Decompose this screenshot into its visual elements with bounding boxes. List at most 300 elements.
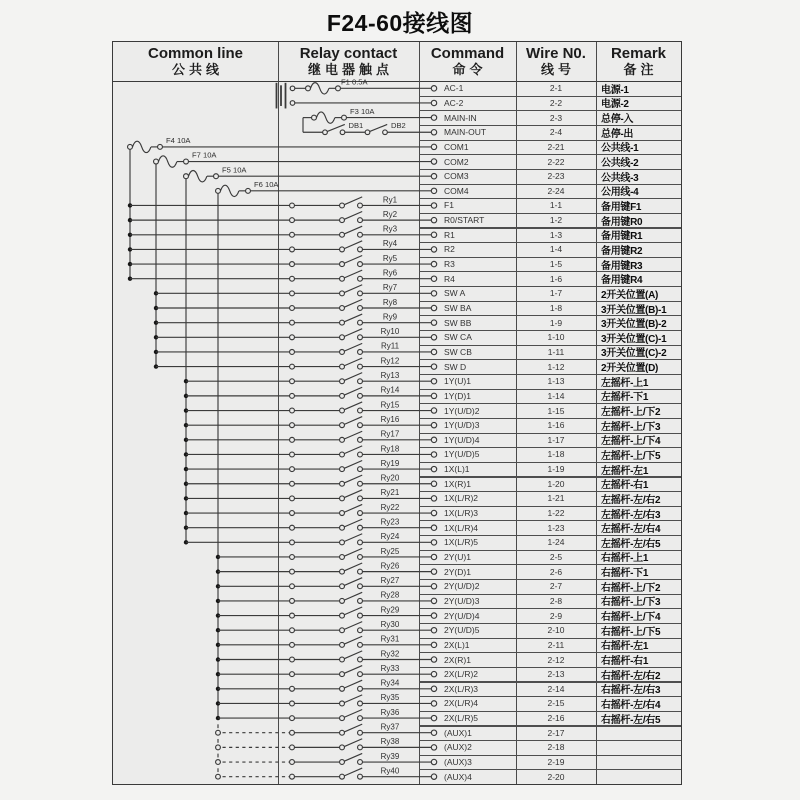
junction-dot [184, 540, 188, 544]
relay-name-label: Ry4 [382, 239, 398, 249]
contact-pivot [358, 672, 363, 677]
page-title: F24-60接线图 [326, 10, 474, 36]
wire-no-cell: 1-5 [549, 259, 563, 270]
remark-cell: 左摇杆-左/右4 [601, 524, 661, 536]
column-header-common-line [113, 42, 278, 81]
command-terminal [431, 305, 436, 310]
fuse-terminal [342, 115, 347, 120]
remark-cell: 左摇杆-右1 [601, 480, 649, 492]
fuse-terminal [184, 159, 189, 164]
column-divider [278, 42, 279, 784]
wire-no-cell: 1-21 [547, 493, 565, 504]
relay-name-label: Ry13 [380, 371, 400, 381]
wire-no-cell: 1-16 [547, 420, 565, 431]
schematic-label: F4 10A [166, 136, 191, 146]
contact-terminal [290, 730, 295, 735]
relay-name-label: Ry32 [380, 649, 400, 659]
contact-pivot [340, 437, 345, 442]
contact-blade [344, 563, 362, 571]
command-cell: 1X(L/R)4 [444, 522, 479, 533]
relay-name-label: Ry8 [382, 297, 398, 307]
wire-no-cell: 2-4 [549, 127, 563, 138]
remark-cell: 电源-1 [601, 84, 629, 96]
wire-no-cell: 1-8 [549, 303, 563, 313]
switch-blade [327, 124, 345, 131]
switch-blade [370, 124, 388, 131]
contact-pivot [340, 672, 345, 677]
contact-blade [344, 724, 362, 732]
contact-blade [344, 402, 362, 410]
contact-terminal [290, 525, 295, 530]
contact-pivot [340, 262, 345, 267]
contact-blade [344, 548, 362, 556]
remark-cell: 左摇杆-上/下3 [601, 421, 661, 433]
wire-no-cell: 1-19 [547, 464, 565, 475]
contact-pivot [358, 393, 363, 398]
contact-terminal [290, 569, 295, 574]
contact-terminal [290, 393, 295, 398]
contact-blade [344, 768, 362, 776]
contact-terminal [290, 774, 295, 779]
contact-pivot [358, 745, 363, 750]
wire-no-cell: 2-9 [549, 610, 563, 621]
remark-cell: 左摇杆-左/右5 [601, 538, 661, 550]
command-cell: R1 [444, 229, 455, 240]
fuse-terminal [214, 174, 219, 179]
command-terminal [431, 86, 436, 91]
remark-cell: 右摇杆-右1 [601, 656, 649, 668]
fuse-terminal [306, 86, 311, 91]
junction-dot [216, 687, 220, 691]
column-header-remark [596, 42, 681, 81]
command-cell: 1X(L/R)2 [444, 493, 479, 504]
contact-pivot [340, 701, 345, 706]
command-cell: AC-1 [444, 83, 464, 94]
contact-blade [344, 270, 362, 278]
command-terminal [431, 379, 436, 384]
command-terminal [431, 759, 436, 764]
contact-blade [344, 212, 362, 220]
contact-pivot [358, 306, 363, 311]
contact-terminal [290, 379, 295, 384]
command-terminal [431, 584, 436, 589]
wire-no-cell: 2-18 [547, 742, 565, 753]
contact-pivot [340, 408, 345, 413]
contact-pivot [358, 232, 363, 237]
command-cell: 2X(L/R)2 [444, 669, 479, 680]
wire-no-cell: 2-13 [547, 669, 565, 680]
column-header-wire-no [516, 42, 596, 81]
header-zh: 继电器触点 [307, 61, 393, 77]
fuse-symbol [317, 112, 335, 123]
wire-no-cell: 2-1 [549, 83, 563, 94]
contact-terminal [290, 437, 295, 442]
switch-terminal [340, 130, 345, 135]
header-zh: 备注 [623, 61, 658, 77]
junction-dot [216, 555, 220, 559]
command-terminal [431, 671, 436, 676]
command-cell: 1Y(U/D)2 [444, 405, 480, 416]
command-cell: MAIN-OUT [444, 127, 487, 138]
contact-pivot [358, 276, 363, 281]
contact-pivot [340, 716, 345, 721]
wire-no-cell: 2-10 [547, 625, 565, 636]
junction-dot [184, 496, 188, 500]
contact-pivot [358, 525, 363, 530]
contact-pivot [358, 262, 363, 267]
command-cell: 1X(L/R)5 [444, 537, 479, 548]
command-terminal [431, 510, 436, 515]
contact-pivot [340, 218, 345, 223]
contact-terminal [290, 686, 295, 691]
junction-dot [154, 320, 158, 324]
remark-cell [601, 755, 679, 770]
contact-pivot [358, 349, 363, 354]
command-terminal [431, 496, 436, 501]
contact-terminal [290, 349, 295, 354]
contact-blade [344, 592, 362, 600]
fuse-terminal [312, 115, 317, 120]
command-cell: SW BB [444, 317, 472, 328]
command-terminal [431, 144, 436, 149]
contact-pivot [340, 760, 345, 765]
command-cell: F1 [444, 200, 454, 211]
contact-pivot [358, 642, 363, 647]
relay-name-label: Ry15 [380, 400, 400, 410]
contact-pivot [358, 423, 363, 428]
contact-pivot [358, 511, 363, 516]
command-cell: 2X(L/R)4 [444, 698, 479, 709]
command-terminal [431, 364, 436, 369]
relay-name-label: Ry39 [380, 751, 400, 761]
wire-no-cell: 1-3 [549, 229, 563, 240]
wire-no-cell: 1-17 [547, 434, 565, 445]
command-cell: 1X(R)1 [444, 478, 471, 489]
contact-pivot [340, 335, 345, 340]
header-zh: 命令 [452, 61, 487, 77]
contact-blade [344, 504, 362, 512]
junction-dot [216, 657, 220, 661]
contact-blade [344, 241, 362, 249]
switch-terminal [323, 130, 328, 135]
command-terminal [431, 540, 436, 545]
contact-pivot [358, 379, 363, 384]
fuse-terminal [184, 174, 189, 179]
wire-no-cell: 2-23 [547, 171, 565, 182]
relay-name-label: Ry26 [380, 561, 400, 571]
contact-pivot [358, 555, 363, 560]
schematic-label: DB1 [348, 120, 364, 130]
command-terminal [431, 701, 436, 706]
remark-cell: 3开关位置(C)-2 [601, 348, 667, 360]
remark-cell: 左摇杆-下1 [601, 392, 649, 404]
relay-name-label: Ry14 [380, 385, 400, 395]
remark-cell: 备用键R1 [601, 231, 643, 243]
aux-terminal [216, 745, 221, 750]
command-terminal [431, 642, 436, 647]
relay-name-label: Ry6 [382, 268, 398, 278]
remark-cell: 左摇杆-左/右3 [601, 509, 661, 521]
command-cell: SW CB [444, 346, 472, 357]
contact-terminal [290, 760, 295, 765]
junction-dot [184, 467, 188, 471]
command-cell: 2X(L/R)3 [444, 683, 479, 694]
relay-name-label: Ry33 [380, 663, 400, 673]
junction-dot [128, 247, 132, 251]
relay-name-label: Ry36 [380, 707, 400, 717]
schematic-label: F5 10A [222, 165, 247, 175]
remark-cell: 公共线-2 [601, 158, 639, 170]
relay-name-label: Ry30 [380, 620, 400, 630]
junction-dot [216, 584, 220, 588]
remark-cell: 总停-入 [601, 114, 634, 126]
remark-cell: 右摇杆-左/右5 [601, 714, 661, 726]
contact-pivot [358, 613, 363, 618]
contact-pivot [340, 467, 345, 472]
contact-blade [344, 519, 362, 527]
command-terminal [431, 115, 436, 120]
command-terminal [431, 159, 436, 164]
command-terminal [431, 203, 436, 208]
junction-dot [216, 716, 220, 720]
junction-dot [154, 335, 158, 339]
fuse-terminal [246, 188, 251, 193]
remark-cell: 右摇杆-上/下4 [601, 612, 661, 624]
remark-cell: 右摇杆-下1 [601, 568, 649, 580]
contact-pivot [340, 306, 345, 311]
remark-cell: 右摇杆-上1 [601, 553, 649, 565]
remark-cell: 电源-2 [601, 99, 629, 111]
contact-pivot [340, 730, 345, 735]
remark-cell: 右摇杆-上/下5 [601, 626, 661, 638]
wire-no-cell: 2-21 [547, 141, 565, 152]
wire-no-cell: 2-17 [547, 727, 565, 738]
relay-name-label: Ry2 [382, 209, 398, 219]
remark-cell: 左摇杆-上/下2 [601, 407, 661, 419]
junction-dot [184, 379, 188, 383]
contact-terminal [290, 320, 295, 325]
junction-dot [128, 277, 132, 281]
fuse-symbol [311, 83, 329, 94]
contact-pivot [358, 247, 363, 252]
contact-pivot [358, 760, 363, 765]
wire-no-cell: 2-22 [547, 156, 565, 167]
contact-terminal [290, 701, 295, 706]
relay-name-label: Ry35 [380, 693, 400, 703]
command-cell: 2Y(D)1 [444, 566, 471, 577]
contact-blade [344, 651, 362, 659]
command-terminal [431, 130, 436, 135]
contact-pivot [340, 481, 345, 486]
command-cell: 2X(L)1 [444, 639, 470, 650]
contact-terminal [290, 247, 295, 252]
wire-no-cell: 2-24 [547, 185, 565, 196]
command-cell: 1Y(U/D)3 [444, 420, 480, 431]
command-terminal [431, 232, 436, 237]
junction-dot [154, 306, 158, 310]
transformer-terminal [290, 101, 295, 106]
relay-name-label: Ry21 [380, 488, 400, 498]
relay-name-label: Ry38 [380, 737, 400, 747]
contact-pivot [358, 774, 363, 779]
command-cell: SW BA [444, 303, 472, 313]
contact-pivot [358, 291, 363, 296]
contact-pivot [340, 276, 345, 281]
remark-cell: 2开关位置(D) [601, 363, 659, 375]
contact-terminal [290, 364, 295, 369]
junction-dot [184, 408, 188, 412]
wire-no-cell: 1-14 [547, 390, 565, 401]
contact-terminal [290, 423, 295, 428]
schematic-label: F6 10A [254, 180, 279, 190]
contact-pivot [340, 657, 345, 662]
contact-pivot [340, 203, 345, 208]
wire-no-cell: 2-3 [549, 112, 563, 123]
command-terminal [431, 686, 436, 691]
contact-terminal [290, 452, 295, 457]
contact-terminal [290, 511, 295, 516]
junction-dot [184, 438, 188, 442]
command-terminal [431, 349, 436, 354]
junction-dot [216, 599, 220, 603]
contact-pivot [358, 686, 363, 691]
contact-blade [344, 578, 362, 586]
command-terminal [431, 335, 436, 340]
wire-no-cell: 2-19 [547, 757, 565, 768]
contact-pivot [340, 525, 345, 530]
contact-terminal [290, 598, 295, 603]
junction-dot [216, 672, 220, 676]
remark-cell: 2开关位置(A) [601, 289, 659, 301]
command-cell: R2 [444, 244, 455, 255]
schematic-label: F3 10A [350, 106, 375, 116]
contact-terminal [290, 218, 295, 223]
command-cell: (AUX)4 [444, 771, 472, 782]
command-terminal [431, 173, 436, 178]
contact-pivot [358, 481, 363, 486]
contact-terminal [290, 540, 295, 545]
junction-dot [216, 613, 220, 617]
command-terminal [431, 247, 436, 252]
contact-pivot [358, 569, 363, 574]
remark-cell: 公用线-4 [601, 187, 639, 199]
remark-cell: 左摇杆-左1 [601, 465, 649, 477]
header-en: Remark [610, 45, 667, 63]
junction-dot [154, 350, 158, 354]
remark-cell: 备用键R3 [601, 260, 643, 272]
relay-name-label: Ry37 [380, 722, 400, 732]
contact-terminal [290, 276, 295, 281]
contact-pivot [358, 701, 363, 706]
contact-pivot [340, 232, 345, 237]
contact-pivot [340, 496, 345, 501]
contact-terminal [290, 555, 295, 560]
aux-terminal [216, 760, 221, 765]
fuse-symbol [189, 170, 207, 181]
header-en: Command [430, 45, 505, 63]
contact-pivot [358, 584, 363, 589]
junction-dot [128, 262, 132, 266]
command-terminal [431, 291, 436, 296]
contact-pivot [340, 584, 345, 589]
contact-blade [344, 680, 362, 688]
contact-pivot [340, 613, 345, 618]
remark-cell: 备用键F1 [601, 201, 642, 213]
command-terminal [431, 393, 436, 398]
remark-cell: 左摇杆-左/右2 [601, 494, 661, 506]
command-cell: (AUX)3 [444, 757, 472, 768]
command-cell: R0/START [444, 215, 485, 226]
command-cell: MAIN-IN [444, 112, 477, 123]
contact-terminal [290, 467, 295, 472]
wire-no-cell: 1-13 [547, 376, 565, 387]
contact-pivot [358, 598, 363, 603]
junction-dot [184, 525, 188, 529]
command-cell: 1X(L)1 [444, 464, 470, 475]
command-cell: 2Y(U/D)3 [444, 595, 480, 606]
command-cell: 1Y(D)1 [444, 390, 471, 401]
wire-no-cell: 1-6 [549, 273, 563, 284]
relay-name-label: Ry22 [380, 502, 400, 512]
command-terminal [431, 554, 436, 559]
wire-no-cell: 2-12 [547, 654, 565, 665]
contact-terminal [290, 408, 295, 413]
remark-cell [601, 769, 679, 784]
wire-no-cell: 2-6 [549, 566, 563, 577]
schematic-label: F7 10A [192, 150, 217, 160]
command-cell: 1Y(U/D)5 [444, 449, 480, 460]
contact-pivot [340, 569, 345, 574]
contact-terminal [290, 481, 295, 486]
contact-pivot [358, 730, 363, 735]
contact-pivot [340, 247, 345, 252]
contact-pivot [340, 452, 345, 457]
contact-terminal [290, 613, 295, 618]
remark-cell: 3开关位置(B)-2 [601, 319, 667, 331]
command-cell: COM1 [444, 141, 469, 152]
command-cell: (AUX)2 [444, 742, 472, 753]
contact-blade [344, 255, 362, 263]
contact-terminal [290, 628, 295, 633]
fuse-terminal [128, 144, 133, 149]
command-terminal [431, 437, 436, 442]
wire-no-cell: 1-22 [547, 508, 565, 519]
aux-terminal [216, 774, 221, 779]
command-cell: R4 [444, 273, 455, 284]
wire-no-cell: 1-23 [547, 522, 565, 533]
relay-name-label: Ry5 [382, 253, 398, 263]
relay-name-label: Ry9 [382, 312, 398, 322]
command-cell: 2Y(U/D)2 [444, 581, 480, 592]
junction-dot [184, 423, 188, 427]
command-terminal [431, 452, 436, 457]
wire-no-cell: 2-16 [547, 713, 565, 724]
fuse-symbol [221, 185, 239, 196]
wire-no-cell: 1-9 [549, 317, 563, 328]
column-header-command [419, 42, 516, 81]
contact-terminal [290, 584, 295, 589]
contact-terminal [290, 335, 295, 340]
relay-name-label: Ry23 [380, 517, 400, 527]
command-terminal [431, 745, 436, 750]
contact-pivot [340, 642, 345, 647]
contact-pivot [340, 291, 345, 296]
relay-name-label: Ry29 [380, 605, 400, 615]
contact-terminal [290, 716, 295, 721]
contact-pivot [358, 335, 363, 340]
contact-pivot [340, 745, 345, 750]
command-terminal [431, 188, 436, 193]
